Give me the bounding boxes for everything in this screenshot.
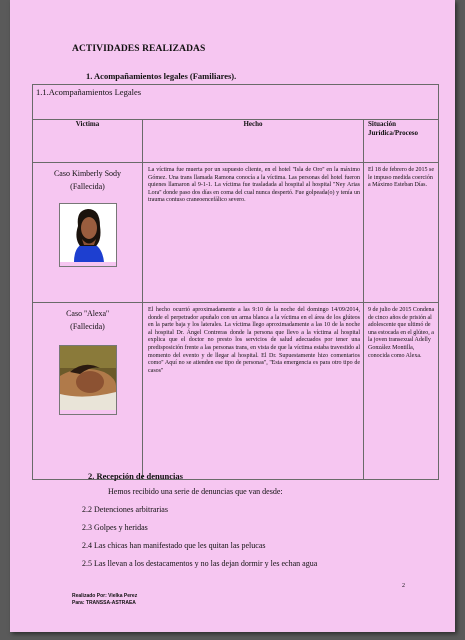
victim-photo: [59, 203, 117, 267]
list-item: 2.5 Las llevan a los destacamentos y no las dejan dormir y les echan agua: [82, 559, 318, 568]
victim-name: Caso Kimberly Sody: [53, 169, 122, 178]
table-row: [33, 163, 439, 303]
section-1-heading: 1. Acompañamientos legales (Familiares).: [86, 71, 237, 81]
hecho-cell: La víctima fue muerta por un supuesto cliente, en el hotel ''Isla de Oro'' en la máximo Gómez. Una trans llamada Ramona conocía a la víctima. Las personas del hotel fueron quienes llamaron al 9-1-1. La víctima fue trasladada al hospital al hospital ''Ney Arias Lora'' donde paso dos días en coma del cual nunca despertó. Fue golpeada(o) y tenía un trauma contuso craneoencefálico severo.: [143, 163, 364, 303]
footer-author: Realizado Por: Vielka Perez: [72, 593, 138, 599]
list-item: 2.2 Detenciones arbitrarias: [82, 505, 168, 514]
header-hecho: Hecho: [143, 120, 364, 163]
list-item: 2.4 Las chicas han manifestado que les quitan las pelucas: [82, 541, 266, 550]
situacion-cell: El 18 de febrero de 2015 se le impuso medida coerción a Máximo Esteban Días.: [364, 163, 439, 303]
victim-cell: [33, 163, 143, 303]
victim-status: (Fallecida): [70, 182, 105, 191]
situacion-cell: 9 de julio de 2015 Condena de cinco años de prisión al adolescente que ultimó de una estocada en el glúteo, a la joven transexual Adelly González Montilla, conocida como Alexa.: [364, 303, 439, 480]
victim-cell: [33, 303, 143, 480]
header-victima: Victima: [33, 120, 143, 163]
header-situacion: Situación Jurídica/Proceso: [364, 120, 439, 163]
hecho-cell: El hecho ocurrió aproximadamente a las 9:10 de la noche del domingo 14/09/2014, donde el perpetrador apuñalo con un arma blanca a la víctima en el área de los glúteos en la parte baja y los laterales. La víctima llego aproximadamente a las 10 de la noche al hospital Dr. Ángel Contreras donde la persona que llevo a la víctima al hospital explica que el doctor no presto los servicios de salud adecuados por tener una predisposición frente a las personas trans, en vista de que la víctima estaba travestido al momento del evento y de llegar al hospital. El Dr. Supuestamente hizo comentarios como'' Aquí no se atienden ese tipo de personas'', ''Esta emergencia es para otro tipo de casos'': [143, 303, 364, 480]
legal-accompaniment-table: [32, 84, 439, 480]
section-2-heading: 2. Recepción de denuncias: [88, 471, 183, 481]
list-item: 2.3 Golpes y heridas: [82, 523, 148, 532]
table-header-row: [33, 120, 439, 163]
page-heading: ACTIVIDADES REALIZADAS: [72, 44, 206, 54]
table-caption: 1.1.Acompañamientos Legales: [33, 85, 439, 120]
table-row: [33, 303, 439, 480]
document-page: [10, 0, 455, 632]
victim-name: Caso ''Alexa'': [66, 309, 109, 318]
page-number: 2: [402, 583, 405, 589]
victim-photo: [59, 345, 117, 415]
section-2-intro: Hemos recibido una serie de denuncias que van desde:: [108, 487, 283, 496]
footer-recipient: Para: TRANSSA-ASTRAEA: [72, 600, 136, 606]
victim-status: (Fallecida): [70, 322, 105, 331]
